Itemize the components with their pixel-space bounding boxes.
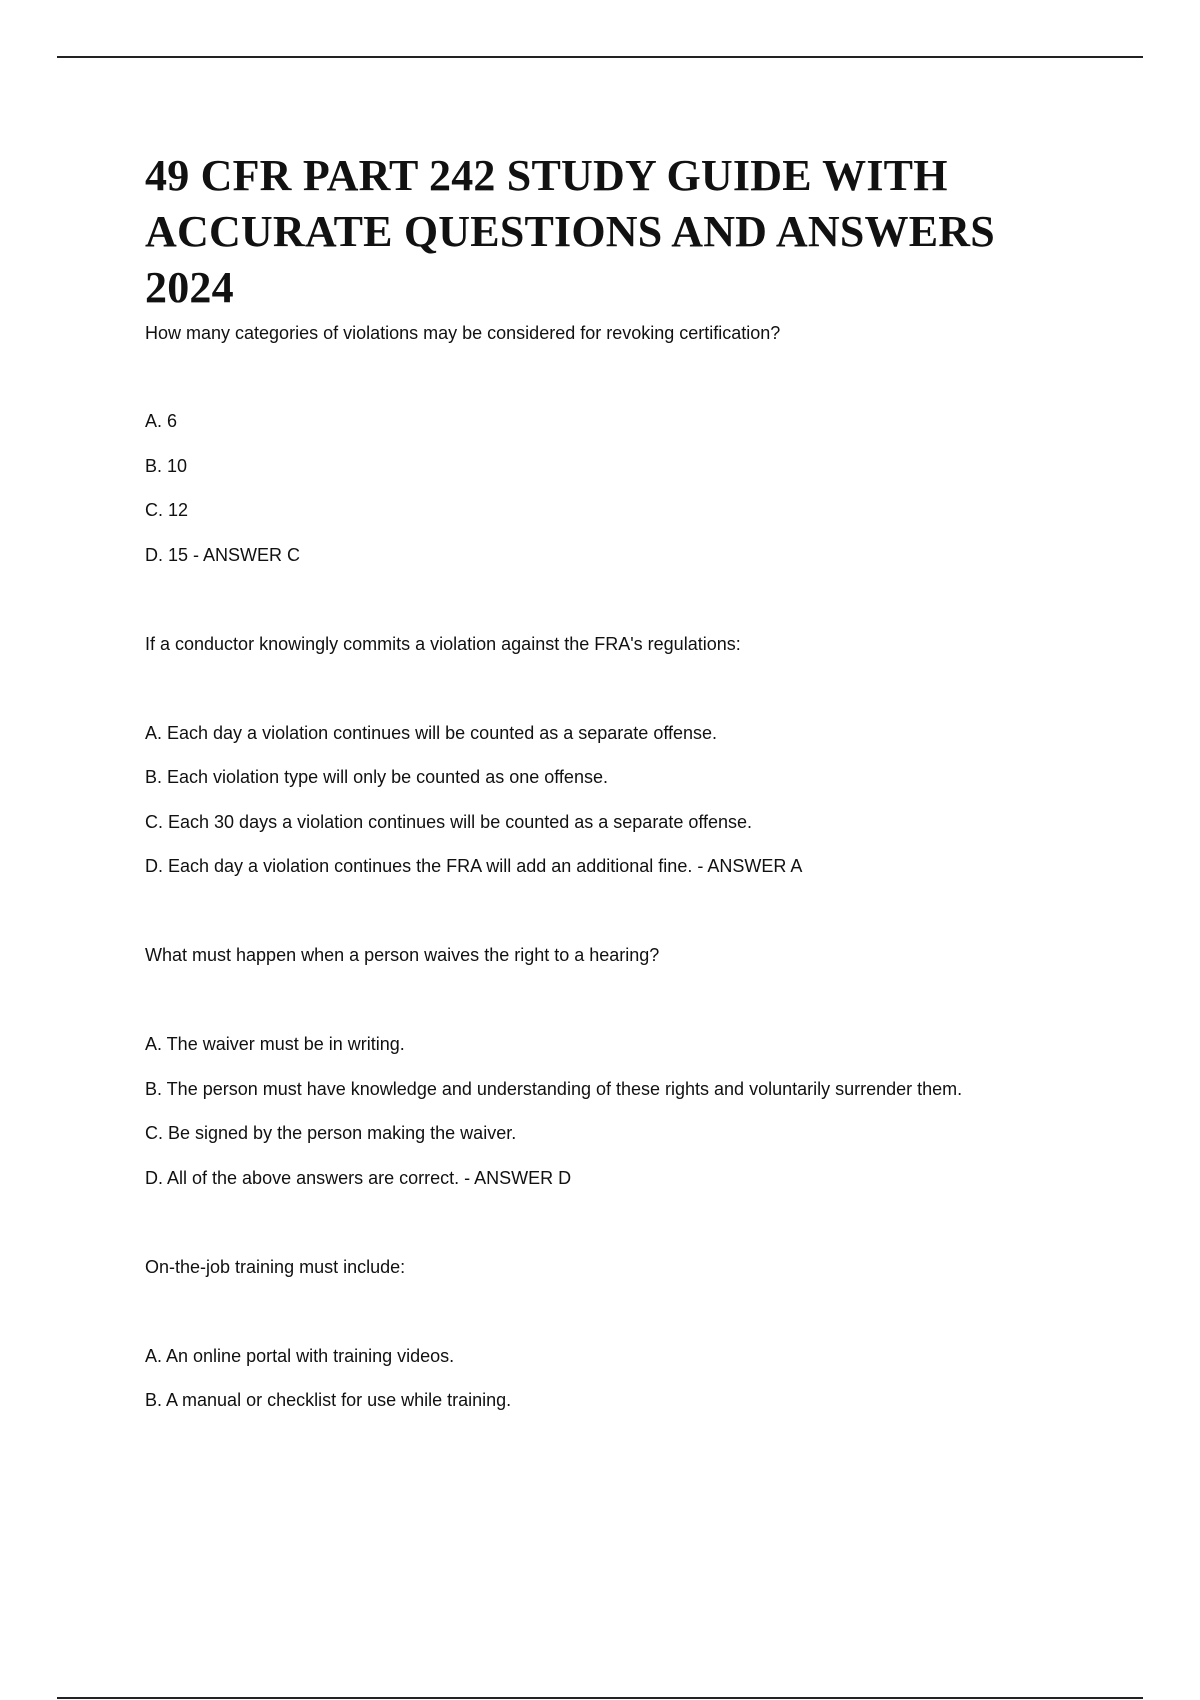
answer-option: C. 12 <box>145 500 189 520</box>
question-text: On-the-job training must include: <box>145 1256 406 1277</box>
answer-option: A. 6 <box>145 411 178 431</box>
answer-option: D. Each day a violation continues the FRA will add an additional fine. - ANSWER A <box>145 856 803 876</box>
answer-option: C. Each 30 days a violation continues will be counted as a separate offense. <box>145 811 753 832</box>
question-text: What must happen when a person waives the right to a hearing? <box>145 945 660 965</box>
question-text: If a conductor knowingly commits a violation against the FRA's regulations: <box>145 633 741 654</box>
answer-option: A. The waiver must be in writing. <box>145 1034 405 1054</box>
footer-rule <box>57 1697 1143 1699</box>
question-text: How many categories of violations may be considered for revoking certification? <box>145 323 781 343</box>
document-body <box>145 148 1105 1411</box>
title-line: 49 CFR PART 242 STUDY GUIDE WITH <box>145 151 948 200</box>
title-line: 2024 <box>145 263 234 312</box>
question-block-2 <box>145 633 1105 878</box>
question-block-4 <box>145 1256 1105 1412</box>
title-line: ACCURATE QUESTIONS AND ANSWERS <box>145 207 995 256</box>
answer-option: A. An online portal with training videos. <box>145 1345 455 1366</box>
answer-option: B. 10 <box>145 455 188 476</box>
answer-option: D. All of the above answers are correct. - ANSWER D <box>145 1167 572 1188</box>
answer-option: B. Each violation type will only be counted as one offense. <box>145 767 608 787</box>
header-rule <box>57 56 1143 58</box>
answer-options <box>145 410 1105 566</box>
answer-option: B. A manual or checklist for use while training. <box>145 1390 512 1410</box>
answer-option: B. The person must have knowledge and understanding of these rights and voluntarily surrender them. <box>145 1078 963 1099</box>
answer-options <box>145 1345 1105 1412</box>
document-title <box>145 148 1105 316</box>
answer-option: A. Each day a violation continues will be counted as a separate offense. <box>145 722 718 743</box>
answer-options <box>145 1033 1105 1189</box>
question-block-3 <box>145 944 1105 1189</box>
answer-option: D. 15 - ANSWER C <box>145 544 301 565</box>
answer-option: C. Be signed by the person making the waiver. <box>145 1123 517 1143</box>
question-block-1 <box>145 322 1105 566</box>
answer-options <box>145 722 1105 878</box>
